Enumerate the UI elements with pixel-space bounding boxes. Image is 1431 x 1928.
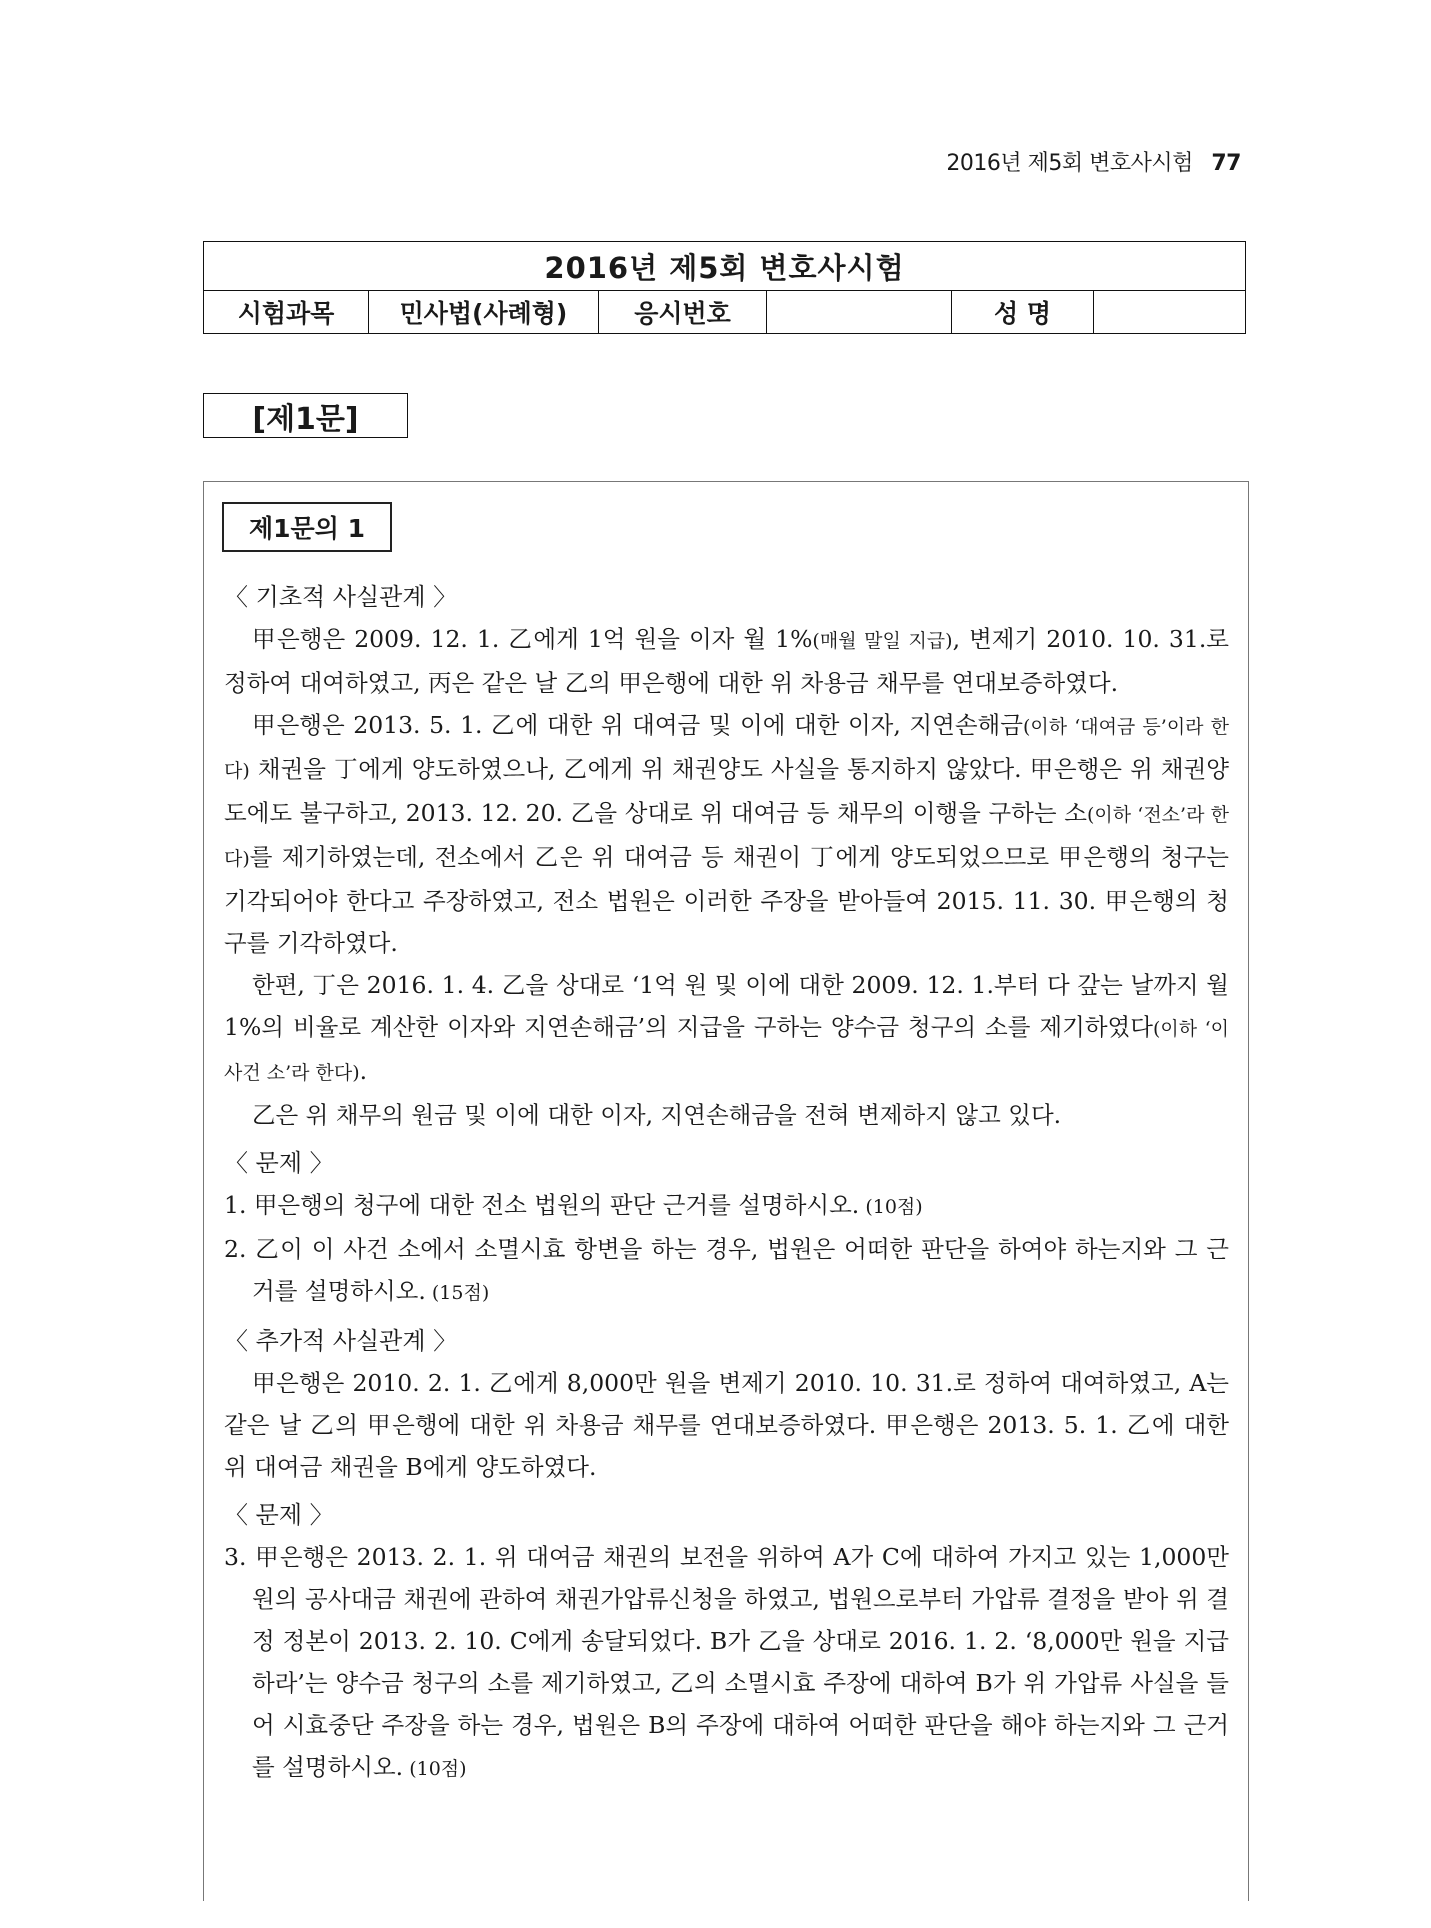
basic-facts-paragraph-4: 乙은 위 채무의 원금 및 이에 대한 이자, 지연손해금을 전혀 변제하지 않고 있다.: [252, 1101, 1062, 1129]
basic-facts-paragraph-1: 甲은행은 2009. 12. 1. 乙에게 1억 원을 이자 월 1%(매월 말일 지급), 변제기 2010. 10. 31.로 정하여 대여하였고, 丙은 같은 날 乙의 甲은행에 대한 위 차용금 채무를 연대보증하였다.: [224, 625, 1229, 697]
questions-heading-1: 〈 문제 〉: [224, 1149, 334, 1177]
question-label: [제1문]: [203, 393, 408, 438]
question-content: [224, 576, 1229, 1790]
question-3: 3. 甲은행은 2013. 2. 1. 위 대여금 채권의 보전을 위하여 A가 C에 대하여 가지고 있는 1,000만 원의 공사대금 채권에 관하여 채권가압류신청을 하였고, 법원으로부터 가압류 결정을 받아 위 결정 정본이 2013. 2. 10. C에게 송달되었다. B가 乙을 상대로 2016. 1. 2. ‘8,000만 원을 지급하라’는 양수금 청구의 소를 제기하였고, 乙의 소멸시효 주장에 대하여 B가 위 가압류 사실을 들어 시효중단 주장을 하는 경우, 법원은 B의 주장에 대하여 어떠한 판단을 해야 하는지와 그 근거를 설명하시오. (10점): [224, 1543, 1229, 1781]
name-field: [1094, 291, 1245, 333]
name-label: 성 명: [952, 291, 1094, 333]
exam-number-field: [767, 291, 952, 333]
basic-facts-paragraph-3: 한편, 丁은 2016. 1. 4. 乙을 상대로 ‘1억 원 및 이에 대한 2009. 12. 1.부터 다 갚는 날까지 월 1%의 비율로 계산한 이자와 지연손해금’의 지급을 구하는 양수금 청구의 소를 제기하였다(이하 ‘이 사건 소’라 한다).: [224, 971, 1229, 1085]
exam-info-row: [204, 291, 1245, 333]
subject-value: 민사법(사례형): [369, 291, 599, 333]
page-number: 77: [1211, 151, 1241, 176]
running-header: [946, 146, 1241, 177]
exam-number-label: 응시번호: [599, 291, 767, 333]
questions-heading-2: 〈 문제 〉: [224, 1501, 334, 1529]
basic-facts-paragraph-2: 甲은행은 2013. 5. 1. 乙에 대한 위 대여금 및 이에 대한 이자, 지연손해금(이하 ‘대여금 등’이라 한다) 채권을 丁에게 양도하였으나, 乙에게 위 채권양도 사실을 통지하지 않았다. 甲은행은 위 채권양도에도 불구하고, 2013. 12. 20. 乙을 상대로 위 대여금 등 채무의 이행을 구하는 소(이하 ‘전소’라 한다)를 제기하였는데, 전소에서 乙은 위 대여금 등 채권이 丁에게 양도되었으므로 甲은행의 청구는 기각되어야 한다고 주장하였고, 전소 법원은 이러한 주장을 받아들여 2015. 11. 30. 甲은행의 청구를 기각하였다.: [224, 711, 1230, 957]
subject-label: 시험과목: [204, 291, 369, 333]
question-1: 1. 甲은행의 청구에 대한 전소 법원의 판단 근거를 설명하시오. (10점): [224, 1191, 923, 1219]
additional-facts-heading: 〈 추가적 사실관계 〉: [224, 1327, 458, 1355]
basic-facts-heading: 〈 기초적 사실관계 〉: [224, 583, 458, 611]
additional-facts-paragraph: 甲은행은 2010. 2. 1. 乙에게 8,000만 원을 변제기 2010. 10. 31.로 정하여 대여하였고, A는 같은 날 乙의 甲은행에 대한 위 차용금 채무를 연대보증하였다. 甲은행은 2013. 5. 1. 乙에 대한 위 대여금 채권을 B에게 양도하였다.: [224, 1369, 1229, 1481]
exam-info-table: [203, 241, 1246, 334]
question-2: 2. 乙이 이 사건 소에서 소멸시효 항변을 하는 경우, 법원은 어떠한 판단을 하여야 하는지와 그 근거를 설명하시오. (15점): [224, 1235, 1229, 1305]
running-header-text: 2016년 제5회 변호사시험: [946, 151, 1193, 176]
exam-title: 2016년 제5회 변호사시험: [204, 242, 1245, 291]
sub-question-label: 제1문의 1: [222, 502, 392, 552]
